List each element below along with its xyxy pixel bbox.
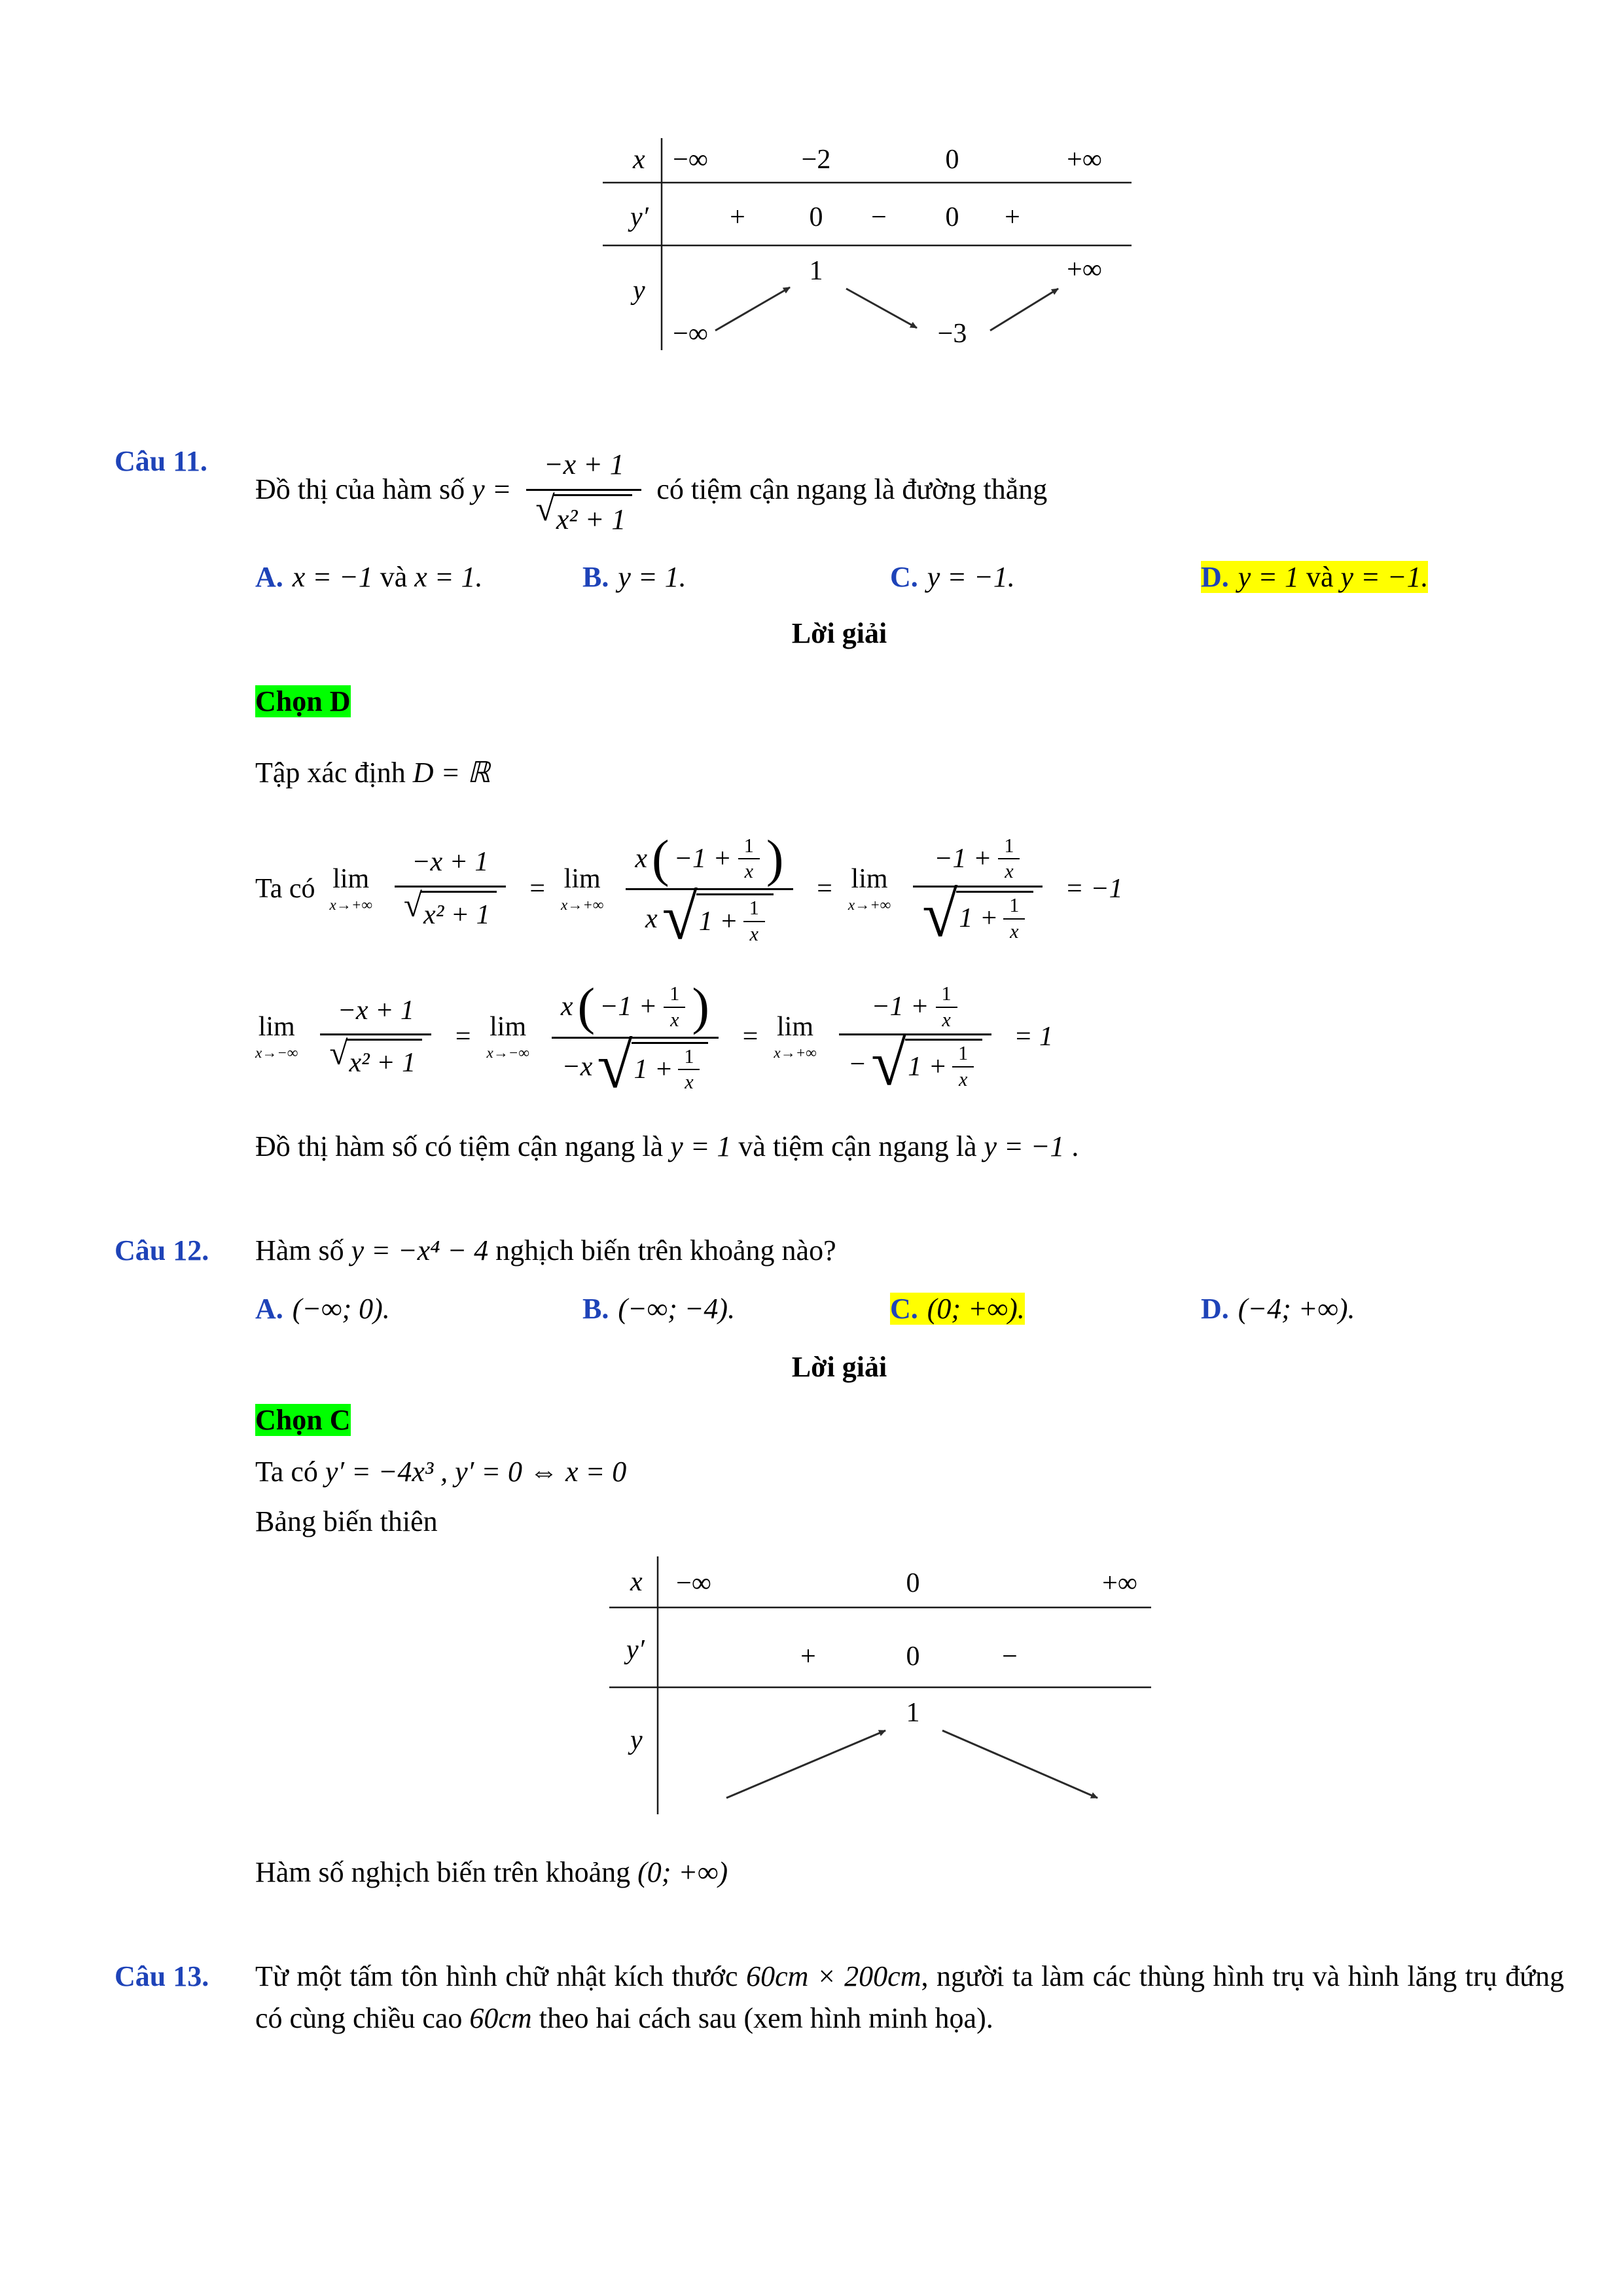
result: = 1 <box>1014 1022 1054 1052</box>
option-math: y = −1. <box>927 561 1015 594</box>
limit-operator: lim x→+∞ <box>847 864 891 914</box>
x-value: −∞ <box>673 145 708 175</box>
x-value: 0 <box>945 145 959 175</box>
option-math: x = −1 <box>292 561 373 594</box>
square-root: √ 1 + $\frac{1}{x}$ <box>597 1042 708 1093</box>
small-fraction: $\frac{1}{x}$ <box>743 898 765 944</box>
y-limit-left: −∞ <box>673 319 708 349</box>
x-value: 0 <box>906 1568 920 1598</box>
square-root <box>535 489 632 541</box>
question-13-body: Từ một tấm tôn hình chữ nhật kích thước 60cm × 200cm, người ta làm các thùng hình trụ và hình lăng trụ đứng có cùng chiều cao 60cm theo hai cách sau (xem hình minh họa). <box>255 1960 1565 2035</box>
formula-lhs: y = <box>472 473 512 505</box>
equals-sign: = <box>454 1022 473 1052</box>
fraction: −1 + $\frac{1}{x}$ − √ 1 + $\frac{1}{x}$ <box>839 980 991 1094</box>
small-fraction: $\frac{1}{x}$ <box>952 1043 974 1090</box>
question-11-text-post: có tiệm cận ngang là đường thẳng <box>649 473 1048 505</box>
yprime-zero: 0 <box>906 1641 920 1672</box>
q12-option-b <box>582 1288 890 1330</box>
chosen-answer-highlight: Chọn C <box>255 1404 351 1437</box>
limit-equation-plus-infinity <box>255 829 1564 954</box>
square-root: √ x² + 1 <box>404 891 497 935</box>
equals-sign: = <box>740 1022 760 1052</box>
fraction: x ( −1 + $\frac{1}{x}$ ) −x √ 1 + $\frac{1}{x}$ <box>552 978 719 1096</box>
y-limit-right: +∞ <box>1067 255 1102 285</box>
result: = −1 <box>1065 873 1123 904</box>
question-12 <box>115 1230 1564 1272</box>
fraction: −x + 1 √ x² + 1 <box>395 839 506 939</box>
q12-bbt-label: Bảng biến thiên <box>255 1505 438 1537</box>
radicand: x² + 1 <box>554 494 632 541</box>
question-13 <box>115 1956 1564 2039</box>
option-content-highlighted <box>1201 561 1428 593</box>
square-root: √ 1 + $\frac{1}{x}$ <box>922 891 1033 942</box>
option-content <box>255 1293 390 1325</box>
q12-derivative-line: Ta có y′ = −4x³ , y′ = 0 ⇔ x = 0 <box>255 1456 627 1488</box>
left-paren: ( <box>652 829 669 888</box>
limit-operator: lim x→−∞ <box>486 1012 529 1062</box>
option-text: và <box>1299 561 1341 594</box>
option-math: (−4; +∞). <box>1238 1292 1355 1325</box>
q12-conclusion: Hàm số nghịch biến trên khoảng (0; +∞) <box>255 1856 728 1889</box>
square-root: √ x² + 1 <box>329 1039 422 1083</box>
square-root: √ 1 + $\frac{1}{x}$ <box>871 1039 982 1090</box>
fraction: x ( −1 + $\frac{1}{x}$ ) x √ 1 + $\frac{1}{x}$ <box>626 830 793 948</box>
option-content-highlighted <box>890 1293 1025 1325</box>
radical-sign: √ <box>535 489 555 529</box>
increase-arrow <box>726 1731 885 1798</box>
eq-prefix: Ta có <box>255 873 315 904</box>
option-content <box>255 561 482 593</box>
x-value: −∞ <box>676 1568 711 1598</box>
option-letter: C. <box>890 561 918 594</box>
option-letter: C. <box>890 1292 918 1325</box>
limit-operator: lim x→+∞ <box>774 1012 817 1062</box>
y-local-max: 1 <box>906 1697 920 1728</box>
q12-options <box>255 1288 1564 1330</box>
equals-sign: = <box>815 873 834 904</box>
option-math: (−∞; −4). <box>618 1292 736 1325</box>
row-label-x: x <box>630 1566 643 1597</box>
option-content <box>890 561 1015 593</box>
option-math: x = 1. <box>414 561 483 594</box>
question-11-body <box>255 440 1564 544</box>
fraction-denominator <box>526 489 641 544</box>
yprime-sign: − <box>1002 1641 1018 1672</box>
option-letter: D. <box>1201 561 1229 594</box>
yprime-sign: − <box>871 202 887 232</box>
limit-operator: lim x→+∞ <box>560 864 604 914</box>
yprime-sign: + <box>1005 202 1020 232</box>
question-11-text-pre: Đồ thị của hàm số <box>255 473 473 505</box>
variation-table-2 <box>605 1552 1155 1814</box>
option-letter: A. <box>255 561 283 594</box>
x-value: +∞ <box>1067 145 1102 175</box>
question-11-label: Câu 11. <box>115 444 207 477</box>
chosen-answer-highlight: Chọn D <box>255 685 351 717</box>
yprime-sign: + <box>730 202 745 232</box>
question-12-label: Câu 12. <box>115 1234 209 1266</box>
q11-conclusion: Đồ thị hàm số có tiệm cận ngang là y = 1 và tiệm cận ngang là y = −1 . <box>255 1130 1079 1163</box>
limit-equation-minus-infinity <box>255 977 1564 1102</box>
option-text: và <box>372 561 415 594</box>
small-fraction: $\frac{1}{x}$ <box>998 836 1020 882</box>
option-math: (0; +∞). <box>927 1292 1025 1325</box>
variation-table-1-wrap <box>599 134 1564 362</box>
q11-option-d-correct <box>1201 556 1564 598</box>
increase-arrow <box>715 287 790 331</box>
question-11 <box>115 440 1564 544</box>
question-12-body: Hàm số y = −x⁴ − 4 nghịch biến trên khoảng nào? <box>255 1234 836 1266</box>
y-local-max: 1 <box>809 256 823 286</box>
variation-table-1 <box>599 134 1135 350</box>
row-label-x: x <box>633 145 645 175</box>
left-paren: ( <box>577 977 596 1035</box>
yprime-zero: 0 <box>945 202 959 232</box>
row-label-y: y <box>630 1725 643 1755</box>
formula-fraction <box>526 440 641 544</box>
right-paren: ) <box>692 977 709 1035</box>
option-math: y = 1. <box>618 561 687 594</box>
q12-option-d <box>1201 1288 1564 1330</box>
row-label-yprime: y′ <box>626 1634 645 1665</box>
q12-chosen-answer <box>255 1399 1564 1441</box>
option-content <box>582 561 687 593</box>
row-label-y: y <box>633 276 645 306</box>
equals-sign: = <box>527 873 546 904</box>
q12-option-c-correct <box>890 1288 1201 1330</box>
q12-solution-heading: Lời giải <box>791 1350 887 1383</box>
small-fraction: $\frac{1}{x}$ <box>1003 895 1025 942</box>
x-value: +∞ <box>1102 1568 1137 1598</box>
y-local-min: −3 <box>937 319 967 349</box>
q11-options <box>255 556 1564 598</box>
limit-operator: lim x→−∞ <box>255 1012 298 1062</box>
option-letter: A. <box>255 1292 283 1325</box>
increase-arrow <box>990 289 1058 331</box>
limit-operator: lim x→+∞ <box>329 864 372 914</box>
small-fraction: $\frac{1}{x}$ <box>678 1047 700 1093</box>
q11-option-b <box>582 556 890 598</box>
fraction: −x + 1 √ x² + 1 <box>320 988 431 1087</box>
q12-option-a <box>255 1288 582 1330</box>
option-letter: D. <box>1201 1292 1229 1325</box>
option-content <box>1201 1293 1355 1325</box>
domain-text: Tập xác định <box>255 756 413 789</box>
option-letter: B. <box>582 561 609 594</box>
small-fraction: $\frac{1}{x}$ <box>664 984 685 1030</box>
q11-solution-heading: Lời giải <box>791 617 887 650</box>
square-root: √ 1 + $\frac{1}{x}$ <box>662 893 774 944</box>
domain-math: D = ℝ <box>412 756 491 789</box>
x-value: −2 <box>801 145 831 175</box>
decrease-arrow <box>942 1731 1097 1798</box>
fraction: −1 + $\frac{1}{x}$ √ 1 + $\frac{1}{x}$ <box>913 833 1043 946</box>
q11-option-a <box>255 556 582 598</box>
yprime-sign: + <box>800 1641 816 1672</box>
small-fraction: $\frac{1}{x}$ <box>936 984 957 1030</box>
option-math: y = −1. <box>1340 561 1429 594</box>
fraction-numerator: −x + 1 <box>543 448 624 480</box>
yprime-zero: 0 <box>809 202 823 232</box>
option-math: y = 1 <box>1238 561 1300 594</box>
question-13-label: Câu 13. <box>115 1960 209 1993</box>
q11-option-c <box>890 556 1201 598</box>
q11-domain-line <box>255 752 1564 794</box>
option-letter: B. <box>582 1292 609 1325</box>
small-fraction: $\frac{1}{x}$ <box>738 836 760 882</box>
option-content <box>582 1293 735 1325</box>
option-math: (−∞; 0). <box>292 1292 390 1325</box>
q11-chosen-answer <box>255 681 1564 723</box>
right-paren: ) <box>766 829 784 888</box>
row-label-yprime: y′ <box>630 202 649 232</box>
decrease-arrow <box>846 289 917 328</box>
variation-table-2-wrap <box>605 1552 1564 1826</box>
